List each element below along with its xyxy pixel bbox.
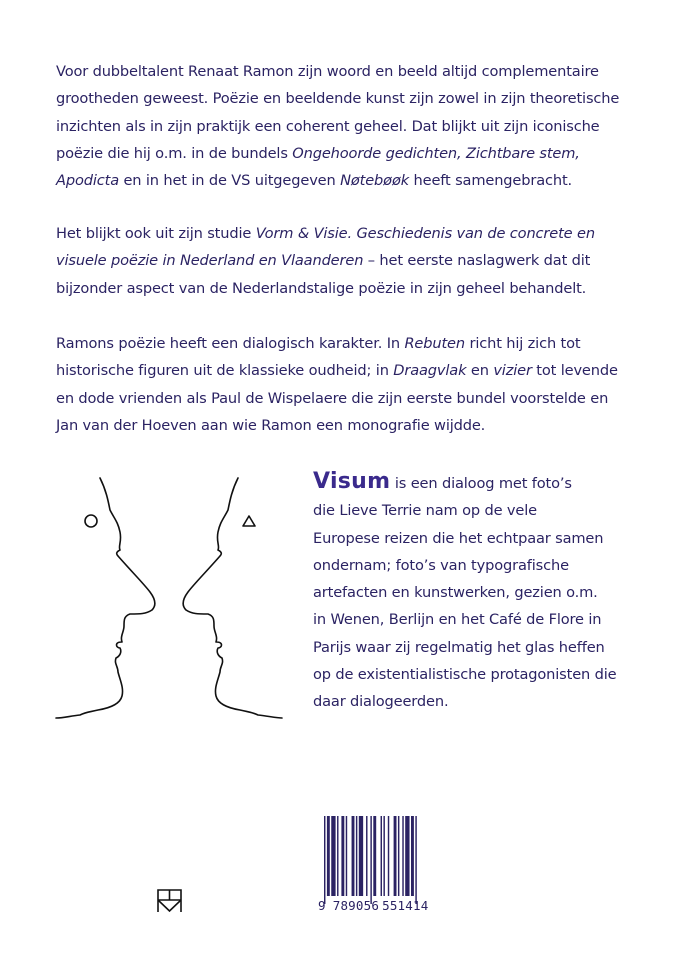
circle-symbol [85,515,97,527]
text-line [56,412,656,439]
text-line [56,275,656,302]
visum-line: Parijs waar zij regelmatig het glas heffen [313,638,605,656]
text-line [56,58,656,85]
body-text: Voor dubbeltalent Renaat Ramon zijn woord en beeld altijd complementaire [56,63,599,80]
barcode-bars [324,816,444,904]
visum-description [313,468,643,716]
publisher-logo-icon [157,889,182,913]
italic-title-text: Ongehoorde gedichten, Zichtbare stem, [292,144,580,162]
visum-title: Visum [313,469,391,494]
italic-title-text: Nøtebøøk [340,172,410,190]
body-text: richt hij zich tot [464,335,581,352]
body-text: tot levende [531,362,618,380]
right-profile-line [183,478,282,718]
text-line [56,357,656,384]
italic-title-text: visuele poëzie in Nederland en Vlaanderen [56,252,364,270]
text-line [56,385,656,412]
barcode-lead-digit: 9 [318,898,326,913]
italic-title-text: Apodicta [56,172,119,190]
text-line [56,85,656,112]
body-text: heeft samengebracht. [409,172,573,190]
body-text: Jan van der Hoeven aan wie Ramon een monografie wijdde. [56,416,486,434]
italic-title-text: vizier [493,362,532,380]
visum-line: in Wenen, Berlijn en het Café de Flore in [313,611,602,629]
intro-paragraph [56,58,656,194]
body-text: grootheden geweest. Poëzie en beeldende kunst zijn zowel in zijn theoretische [56,90,620,108]
text-line [56,140,656,167]
italic-title-text: Draagvlak [393,362,467,380]
body-text: en dode vrienden als Paul de Wispelaere die zijn eerste bundel voorstelde en [56,389,609,407]
text-line [56,167,656,194]
visum-first-line-text: is een dialoog met foto’s [390,475,572,492]
dialogic-paragraph [56,330,656,439]
body-text: historische figuren uit de klassieke oudheid; in [56,362,394,380]
barcode-digits [318,898,428,913]
text-line [56,247,656,274]
vorm-visie-paragraph [56,220,656,302]
visum-line: op de existentialistische protagonisten die [313,666,617,684]
barcode-group-2: 551414 [382,898,429,913]
body-text: Het blijkt ook uit zijn studie [56,225,256,242]
isbn-barcode [318,816,442,916]
body-text: inzichten als in zijn praktijk een coherent geheel. Dat blijkt uit zijn iconische [56,117,600,135]
visum-line: daar dialogeerden. [313,693,449,711]
body-text: Ramons poëzie heeft een dialogisch karakter. In [56,335,405,352]
italic-title-text: Rebuten [404,335,465,352]
body-text: poëzie die hij o.m. in de bundels [56,144,293,162]
triangle-symbol [243,516,255,526]
visum-line: ondernam; foto’s van typografische [313,556,569,574]
text-line [56,330,656,357]
body-text: en [466,362,494,380]
text-line [56,220,656,247]
body-text: bijzonder aspect van de Nederlandstalige poëzie in zijn geheel behandelt. [56,279,587,297]
visum-first-line [313,468,643,497]
visum-line: Europese reizen die het echtpaar samen [313,529,604,547]
facing-profiles-illustration [50,460,300,730]
body-text: – het eerste naslagwerk dat dit [363,252,591,270]
left-profile-line [56,478,155,718]
barcode-group-1: 789056 [332,898,380,913]
italic-title-text: Vorm & Visie. Geschiedenis van de concrete en [255,225,595,242]
visum-line: die Lieve Terrie nam op de vele [313,502,537,520]
body-text: en in het in de VS uitgegeven [118,172,341,190]
text-line [56,113,656,140]
visum-line: artefacten en kunstwerken, gezien o.m. [313,584,598,602]
